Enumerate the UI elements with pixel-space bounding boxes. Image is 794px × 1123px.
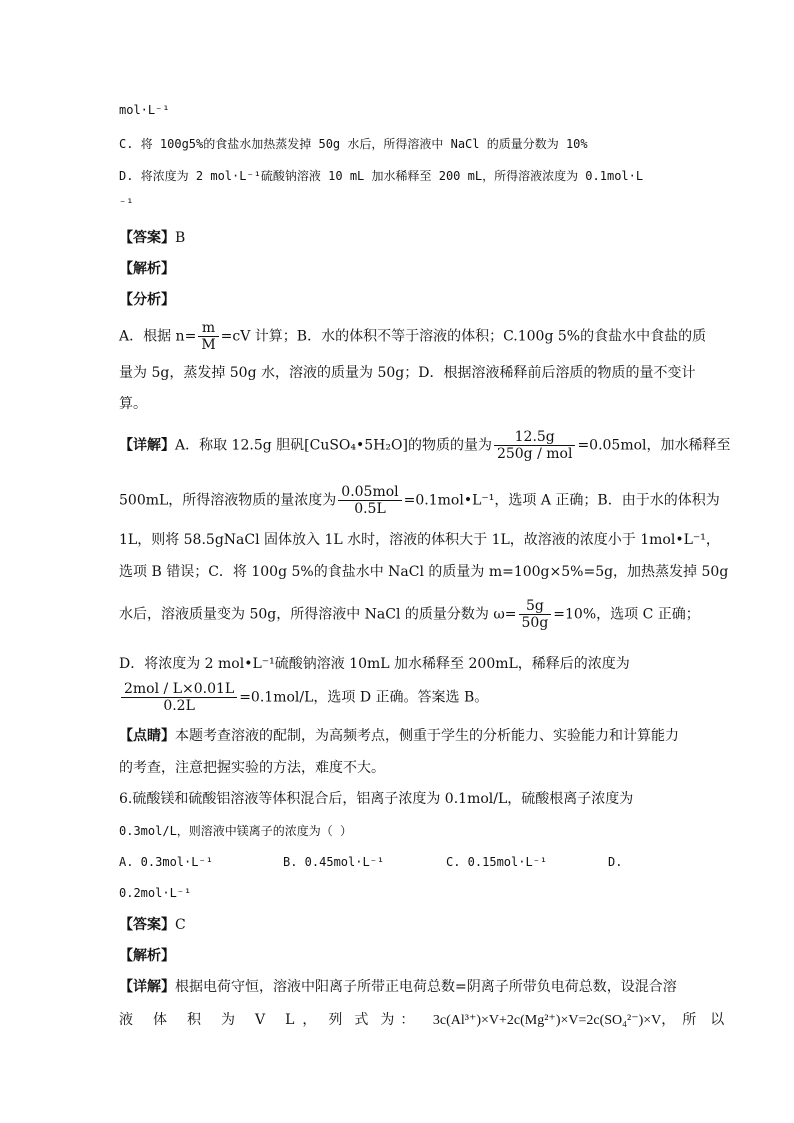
fraction-denominator: 250g / mol (496, 446, 573, 462)
word: 积 (187, 1012, 201, 1028)
option-d-cont: ⁻¹ (119, 196, 134, 210)
fraction-numerator: 5g (519, 598, 552, 615)
answer-value: C (175, 917, 186, 933)
detail-text: 水后，溶液质量变为 50g，所得溶液中 NaCl 的质量分数为 ω= (119, 606, 517, 623)
answer-line-2 (119, 916, 186, 934)
fraction-mass-fraction (519, 598, 552, 631)
word: 列 (328, 1012, 343, 1028)
word: 体 (153, 1012, 167, 1028)
analysis-text: =cV 计算；B．水的体积不等于溶液的体积；C.100g 5%的食盐水中食盐的质 (220, 328, 707, 345)
solution-tag: 【详解】 (119, 979, 175, 995)
question-6-line-2: 0.3mol/L，则溶液中镁离子的浓度为（ ） (119, 824, 353, 838)
choice-a: A. 0.3mol·L⁻¹ (119, 855, 213, 869)
fraction-numerator: 12.5g (494, 429, 575, 446)
fraction-numerator: m (198, 320, 218, 337)
fraction-denominator: 50g (521, 615, 549, 631)
detail-text: =0.05mol，加水稀释至 (577, 437, 731, 454)
question-6-line-1: 6.硫酸镁和硫酸铝溶液等体积混合后，铝离子浓度为 0.1mol/L，硫酸根离子浓度为 (119, 791, 634, 807)
note-line-2: 的考查，注意把握实验的方法，难度不大。 (119, 760, 385, 776)
detail-line-6: D．将浓度为 2 mol•L⁻¹硫酸钠溶液 10mL 加水稀释至 200mL，稀释后的浓度为 (119, 656, 630, 672)
word: 液 (119, 1012, 133, 1028)
fraction-concentration (338, 484, 401, 517)
answer-value: B (175, 230, 186, 246)
fraction-numerator: 2mol / L×0.01L (121, 681, 237, 698)
detail-line-2 (119, 484, 720, 517)
fraction-moles (494, 429, 575, 462)
analysis-line-1 (119, 320, 706, 353)
fraction-denominator: M (201, 337, 216, 353)
analysis-line-2: 量为 5g，蒸发掉 50g 水，溶液的质量为 50g；D．根据溶液稀释前后溶质的物质的量不变计 (119, 365, 696, 381)
answer-tag: 【答案】 (119, 917, 175, 933)
analysis-heading: 【解析】 (119, 261, 175, 277)
fraction-numerator: 0.05mol (338, 484, 401, 501)
option-d: D. 将浓度为 2 mol·L⁻¹硫酸钠溶液 10 mL 加水稀释至 200 mL，所得溶液浓度为 0.1mol·L (119, 169, 644, 183)
choice-d-value: 0.2mol·L⁻¹ (119, 886, 192, 900)
detail-line-1 (119, 429, 731, 462)
detail-line-3: 1L，则将 58.5gNaCl 固体放入 1L 水时，溶液的体积大于 1L，故溶液的浓度小于 1mol•L⁻¹， (119, 532, 720, 548)
detail-text: =10%，选项 C 正确； (553, 606, 700, 623)
fraction-m-over-M (198, 320, 218, 353)
detail-text: =0.1mol•L⁻¹，选项 A 正确；B．由于水的体积为 (403, 492, 720, 509)
solution-words (119, 1012, 433, 1028)
detail-line-5 (119, 598, 700, 631)
word: V (255, 1012, 266, 1028)
solution-tail: ， 所 以 (661, 1012, 725, 1028)
word: ： (400, 1012, 415, 1028)
analysis-line-3: 算。 (119, 396, 147, 412)
unit-line: mol·L⁻¹ (119, 103, 170, 117)
analysis-text: A．根据 n= (119, 328, 197, 345)
fraction-denominator: 0.2L (163, 698, 195, 714)
charge-balance-formula: 3c(Al³⁺)×V+2c(Mg²⁺)×V=2c(SO₄²⁻)×V (432, 1013, 662, 1028)
answer-tag: 【答案】 (119, 230, 175, 246)
detail-tag: 【详解】 (119, 437, 175, 454)
word: 为 (221, 1012, 235, 1028)
solution-text: 根据电荷守恒，溶液中阳离子所带正电荷总数=阴离子所带负电荷总数，设混合溶 (175, 979, 677, 995)
option-c: C. 将 100g5%的食盐水加热蒸发掉 50g 水后，所得溶液中 NaCl 的质量分数为 10% (119, 137, 588, 151)
breakdown-heading: 【分析】 (119, 292, 175, 308)
detail-text: A．称取 12.5g 胆矾[CuSO₄•5H₂O]的物质的量为 (175, 437, 492, 454)
word: 为 (380, 1012, 395, 1028)
choice-d: D. (608, 855, 623, 869)
note-line-1 (119, 727, 679, 745)
fraction-denominator: 0.5L (354, 501, 386, 517)
word: ， (302, 1012, 317, 1028)
detail-line-7 (119, 681, 488, 714)
analysis-heading-2: 【解析】 (119, 948, 175, 964)
choice-b: B. 0.45mol·L⁻¹ (283, 855, 385, 869)
answer-line (119, 229, 185, 247)
detail-text: =0.1mol/L，选项 D 正确。答案选 B。 (239, 689, 489, 706)
detail-text: 500mL，所得溶液物质的量浓度为 (119, 492, 337, 509)
solution-line-2 (119, 1011, 724, 1030)
word: 式 (354, 1012, 369, 1028)
choice-c: C. 0.15mol·L⁻¹ (446, 855, 548, 869)
note-text: 本题考查溶液的配制，为高频考点，侧重于学生的分析能力、实验能力和计算能力 (175, 728, 679, 744)
solution-line-1 (119, 978, 677, 996)
fraction-dilution (121, 681, 237, 714)
detail-line-4: 选项 B 错误；C．将 100g 5%的食盐水中 NaCl 的质量为 m=100g×5%=5g，加热蒸发掉 50g (119, 564, 729, 580)
word: L (285, 1012, 295, 1028)
note-tag: 【点睛】 (119, 728, 175, 744)
